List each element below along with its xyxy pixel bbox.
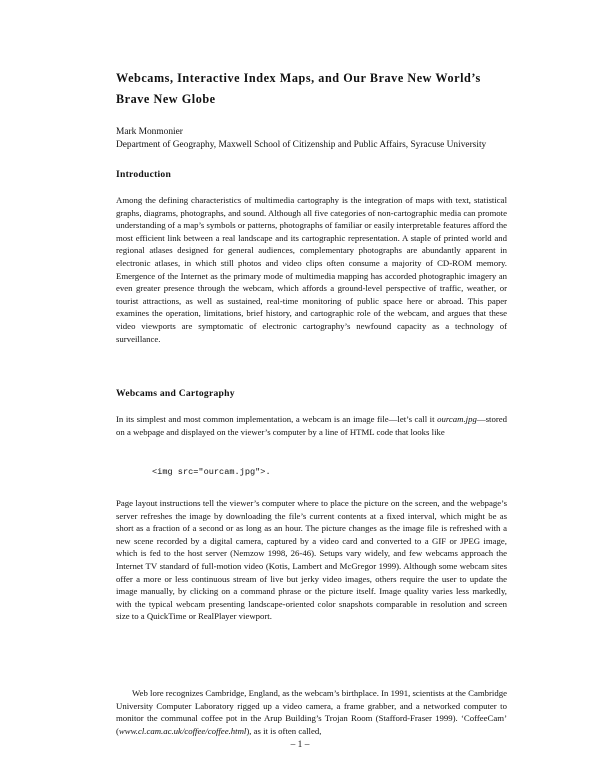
paragraph-web-lore xyxy=(116,687,507,737)
paragraph-introduction: Among the defining characteristics of multimedia cartography is the integration of maps with text, statistical graphs, diagrams, photographs, and sound. Although all five categories of non-cartographic media can promote understanding of a map’s symbols or patterns, photographs of familiar or easily interpretable features afford the most efficient link between a real landscape and its cartographic representation. A staple of printed world and regional atlases designed for general audiences, complementary photographs are abundantly apparent in electronic atlases, in which still photos and video clips often consume a majority of CD-ROM memory. Emergence of the Internet as the primary mode of multimedia mapping has accorded photographic imagery an even greater presence through the webcam, which affords a ground-level perspective of traffic, weather, or tourist attractions, as well as sustained, real-time monitoring of public space here or abroad. This paper examines the operation, limitations, brief history, and cartographic role of the webcam, and argues that these video viewports are symptomatic of electronic cartography’s newfound capacity as a technology of surveillance. xyxy=(116,195,507,344)
text-fragment: ), as it is often called, xyxy=(246,725,322,736)
text-fragment: Web lore recognizes Cambridge, England, as the webcam’s birthplace. In 1991, scientists at the Cambridge University Computer Laboratory rigged up a video camera, a frame grabber, and a networked computer to monitor the communal coffee pot in the Arup Building’s Trojan Room (Stafford-Fraser 1999). ‘CoffeeCam’ ( xyxy=(116,688,507,736)
filename-italic: ourcam.jpg xyxy=(437,414,477,424)
page-number: – 1 – xyxy=(290,740,310,750)
section-heading-introduction: Introduction xyxy=(116,169,172,180)
author-name: Mark Monmonier xyxy=(116,127,183,137)
paragraph-webcam-definition xyxy=(116,413,507,438)
paper-title: Webcams, Interactive Index Maps, and Our Brave New World’s Brave New Globe xyxy=(116,71,481,106)
paragraph-page-layout: Page layout instructions tell the viewer’s computer where to place the picture on the screen, and the webpage’s server refreshes the image by downloading the file’s current contents at a fixed interval, which might be as short as a fraction of a second or as long as an hour. The picture changes as the image file is refreshed with a new scene recorded by a digital camera, captured by a video card and converted to a GIF or JPEG image, which is fed to the host server (Nemzow 1998, 26-46). Setups vary widely, and few webcams approach the Internet TV standard of full-motion video (Kotis, Lambert and McGregor 1999). Although some webcam sites offer a more or less continuous stream of live but jerky video images, others require the user to update the image manually, by clicking on a command phrase or the picture itself. Image quality varies less markedly, with the typical webcam presenting landscape-oriented color snapshots comparable in resolution and screen size to a QuickTime or RealPlayer viewport. xyxy=(116,498,507,622)
section-heading-webcams: Webcams and Cartography xyxy=(116,388,235,399)
html-code-line: <img src="ourcam.jpg">. xyxy=(152,467,271,477)
url-italic: www.cl.cam.ac.uk/coffee/coffee.html xyxy=(118,725,247,736)
author-affiliation: Department of Geography, Maxwell School of Citizenship and Public Affairs, Syracuse University xyxy=(116,140,487,150)
text-fragment: In its simplest and most common implementation, a webcam is an image file—let’s call it xyxy=(116,414,438,424)
text-fragment: —stored on a webpage and displayed on the viewer’s computer by a line of HTML code that looks like xyxy=(116,414,507,437)
